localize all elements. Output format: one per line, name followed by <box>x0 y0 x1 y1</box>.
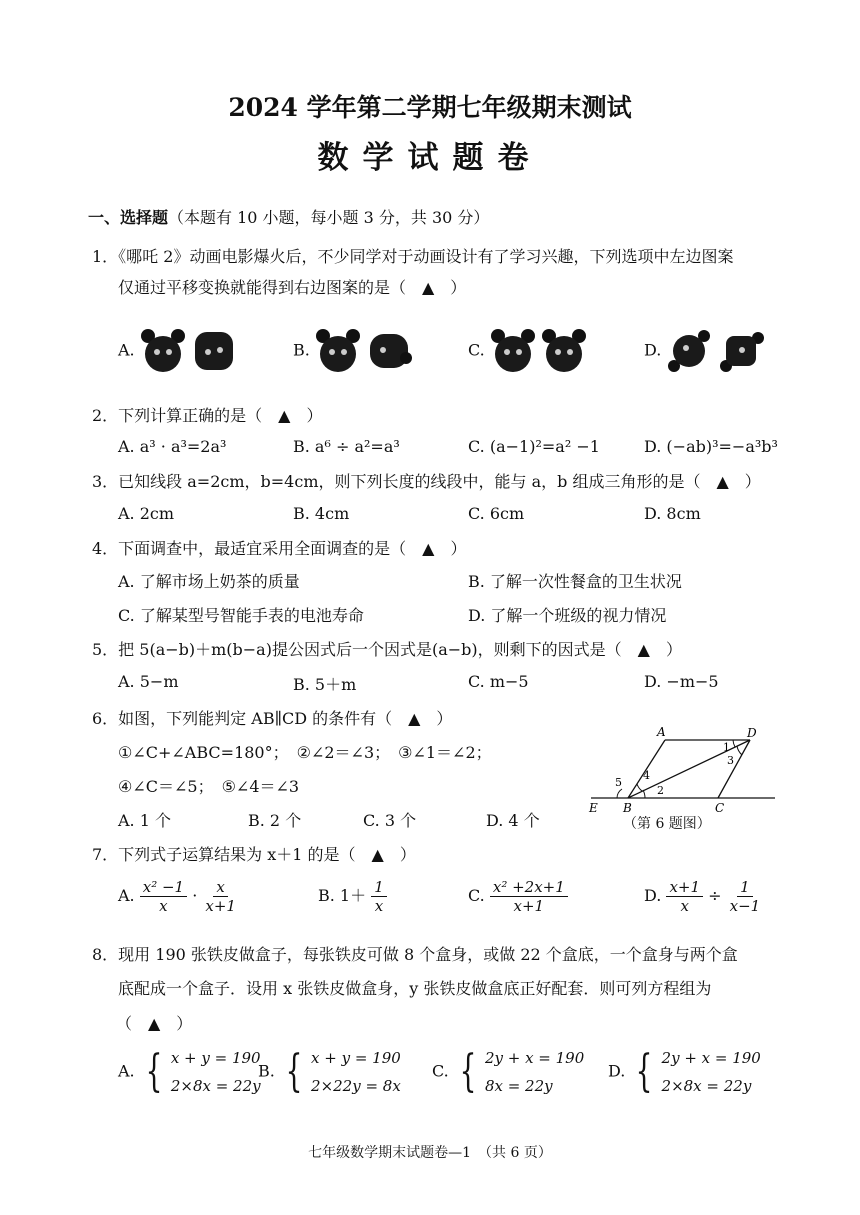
q4-stem: 4．下面调查中，最适宜采用全面调查的是（ ▲ ） <box>92 539 467 558</box>
q3-option-d: D. 8cm <box>644 504 701 523</box>
q8-option-a <box>118 1044 261 1100</box>
section-heading <box>88 205 489 228</box>
equation: 2×8x = 22y <box>170 1077 261 1095</box>
q5-stem: 5．把 5(a−b)＋m(b−a)提公因式后一个因式是(a−b)，则剩下的因式是（ ▲ ） <box>92 640 682 659</box>
point-label-a: A <box>657 725 666 739</box>
denominator: x−1 <box>729 897 761 915</box>
section-label: 一、选择题 <box>88 208 169 227</box>
figure-caption: （第 6 题图） <box>623 816 711 832</box>
q8-option-d-label: D. <box>608 1061 626 1081</box>
geometry-figure <box>585 724 785 814</box>
nezha-image-left <box>666 328 712 374</box>
q8-option-c-label: C. <box>432 1061 449 1081</box>
denominator: x+1 <box>513 897 545 915</box>
q1-option-d <box>644 328 764 374</box>
equation: 2y + x = 190 <box>661 1049 761 1067</box>
denominator: x <box>374 897 384 915</box>
q4-option-a: A. 了解市场上奶茶的质量 <box>118 572 300 591</box>
q8-option-c <box>432 1044 584 1100</box>
brace: { <box>145 1046 163 1097</box>
q6-option-a: A. 1 个 <box>118 811 171 830</box>
brace: { <box>459 1046 477 1097</box>
nezha-image-left <box>315 328 361 374</box>
equation-system <box>662 1044 761 1100</box>
q6-option-d: D. 4 个 <box>486 811 540 830</box>
equation: 2y + x = 190 <box>484 1049 585 1067</box>
angle-label-1: 1 <box>723 741 730 754</box>
fraction <box>371 878 387 915</box>
q7-option-c <box>468 878 568 915</box>
brace: { <box>285 1046 303 1097</box>
equation-system <box>311 1044 401 1100</box>
fraction <box>490 878 568 915</box>
denominator: x <box>159 897 168 915</box>
nezha-image-right <box>718 328 764 374</box>
equation: 2×8x = 22y <box>661 1077 752 1095</box>
numerator: 1 <box>371 878 387 897</box>
divide-operator: ÷ <box>708 886 722 905</box>
q3-option-b: B. 4cm <box>293 504 350 523</box>
nezha-image-left <box>140 328 186 374</box>
numerator: x+1 <box>666 878 703 897</box>
q1-option-c-label: C. <box>468 340 485 360</box>
q1-line1: 1．《哪吒 2》动画电影爆火后，不少同学对于动画设计有了学习兴趣，下列选项中左边图案 <box>92 247 734 266</box>
q6-conditions-2: ④∠C＝∠5； ⑤∠4＝∠3 <box>118 777 300 796</box>
angle-label-2: 2 <box>657 784 664 797</box>
numerator: x² +2x+1 <box>490 878 568 897</box>
q3-stem: 3．已知线段 a=2cm，b=4cm，则下列长度的线段中，能与 a，b 组成三角形的是（ ▲ ） <box>92 472 761 491</box>
q4-option-b: B. 了解一次性餐盒的卫生状况 <box>468 572 682 591</box>
q6-option-c: C. 3 个 <box>363 811 417 830</box>
q8-line3: （ ▲ ） <box>116 1014 193 1033</box>
q8-line2: 底配成一个盒子．设用 x 张铁皮做盒身，y 张铁皮做盒底正好配套．则可列方程组为 <box>118 979 712 998</box>
q8-option-b-label: B. <box>258 1061 275 1081</box>
fraction <box>666 878 703 915</box>
exam-title: 2024 学年第二学期七年级期末测试 <box>228 93 632 122</box>
q7-option-c-label: C. <box>468 886 485 905</box>
q1-option-b-label: B. <box>293 340 310 360</box>
q8-option-d <box>608 1044 761 1100</box>
equation: x + y = 190 <box>170 1049 261 1067</box>
point-label-b: B <box>623 801 632 814</box>
q6-stem: 6．如图，下列能判定 AB∥CD 的条件有（ ▲ ） <box>92 709 453 728</box>
q2-option-b: B. a⁶ ÷ a²=a³ <box>293 437 400 456</box>
nezha-image-left <box>490 328 536 374</box>
nezha-image-right <box>191 328 237 374</box>
equation-system <box>485 1044 584 1100</box>
equation: x + y = 190 <box>311 1049 401 1067</box>
numerator: x² −1 <box>140 878 187 897</box>
angle-label-5: 5 <box>615 776 622 789</box>
q2-stem: 2．下列计算正确的是（ ▲ ） <box>92 406 323 425</box>
exam-subtitle: 数学试题卷 <box>317 140 543 176</box>
nezha-image-right <box>366 328 412 374</box>
q2-option-c: C. (a−1)²=a² −1 <box>468 437 600 456</box>
equation-system <box>171 1044 261 1100</box>
q4-option-d: D. 了解一个班级的视力情况 <box>468 606 667 625</box>
q3-option-c: C. 6cm <box>468 504 525 523</box>
fraction <box>202 878 239 915</box>
q6-option-b: B. 2 个 <box>248 811 302 830</box>
angle-label-3: 3 <box>727 754 734 767</box>
q7-option-b <box>318 878 387 915</box>
q7-option-a <box>118 878 239 915</box>
denominator: x+1 <box>205 897 236 915</box>
nezha-image-right <box>541 328 587 374</box>
numerator: x <box>213 878 227 897</box>
q5-option-d: D. −m−5 <box>644 672 719 691</box>
q5-option-c: C. m−5 <box>468 672 529 691</box>
section-note: （本题有 10 小题，每小题 3 分，共 30 分） <box>168 208 490 227</box>
q7-stem: 7．下列式子运算结果为 x＋1 的是（ ▲ ） <box>92 845 416 864</box>
point-label-c: C <box>715 801 725 814</box>
q5-option-a: A. 5−m <box>118 672 179 691</box>
q7-option-d-label: D. <box>644 886 662 905</box>
q7-option-a-label: A. <box>118 886 135 905</box>
q7-option-d <box>644 878 763 915</box>
q8-option-b <box>258 1044 401 1100</box>
point-label-d: D <box>747 726 757 740</box>
brace: { <box>636 1046 653 1097</box>
q1-option-b <box>293 328 412 374</box>
q1-option-d-label: D. <box>644 340 662 360</box>
numerator: 1 <box>737 878 753 897</box>
fraction <box>727 878 764 915</box>
q8-option-a-label: A. <box>118 1061 135 1081</box>
equation: 2×22y = 8x <box>311 1077 401 1095</box>
page-footer: 七年级数学期末试题卷—1 （共 6 页） <box>308 1145 552 1161</box>
fraction <box>140 878 187 915</box>
q8-line1: 8．现用 190 张铁皮做盒子，每张铁皮可做 8 个盒身，或做 22 个盒底，一个盒身与两个盒 <box>92 945 738 964</box>
dot-operator: · <box>192 886 198 905</box>
denominator: x <box>680 897 689 915</box>
q7-option-b-label: B. 1＋ <box>318 886 367 905</box>
q2-option-d: D. (−ab)³=−a³b³ <box>644 437 778 456</box>
q1-option-a-label: A. <box>118 340 135 360</box>
angle-label-4: 4 <box>643 769 650 782</box>
q1-option-a <box>118 328 237 374</box>
q2-option-a: A. a³ · a³=2a³ <box>118 437 227 456</box>
q4-option-c: C. 了解某型号智能手表的电池寿命 <box>118 606 364 625</box>
q5-option-b: B. 5＋m <box>293 675 357 694</box>
q3-option-a: A. 2cm <box>118 504 175 523</box>
q1-option-c <box>468 328 587 374</box>
q1-line2: 仅通过平移变换就能得到右边图案的是（ ▲ ） <box>118 278 467 297</box>
point-label-e: E <box>589 801 598 814</box>
q6-conditions-1: ①∠C+∠ABC=180°； ②∠2＝∠3； ③∠1＝∠2； <box>118 743 492 762</box>
equation: 8x = 22y <box>484 1077 553 1095</box>
